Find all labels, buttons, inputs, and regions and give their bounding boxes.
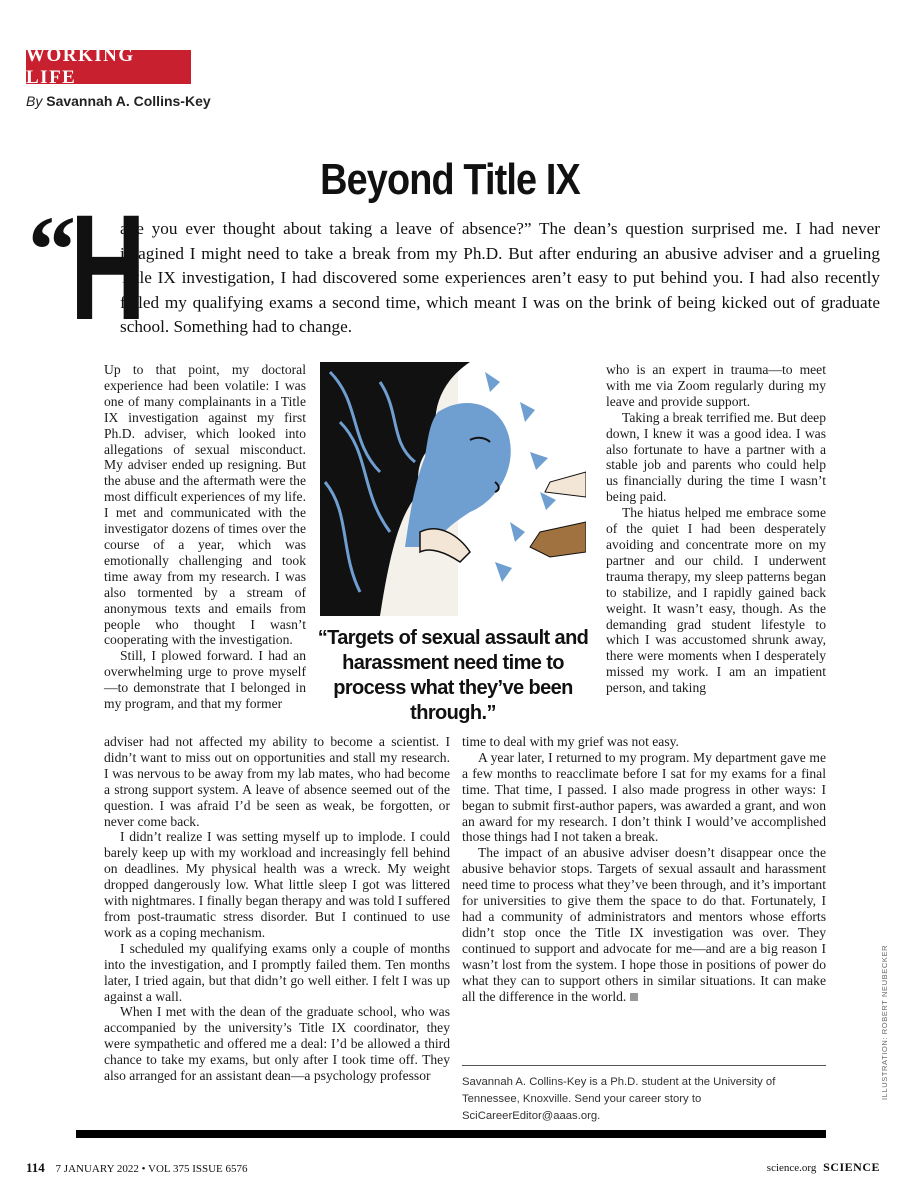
illustration-credit: ILLUSTRATION: ROBERT NEUBECKER xyxy=(880,944,889,1100)
magazine-name: SCIENCE xyxy=(823,1160,880,1174)
paragraph: time to deal with my grief was not easy. xyxy=(462,734,679,749)
body-column-left-top xyxy=(104,362,306,712)
bio-divider xyxy=(462,1065,826,1066)
section-tag: WORKING LIFE xyxy=(26,50,191,84)
issue-info: 7 JANUARY 2022 • VOL 375 ISSUE 6576 xyxy=(55,1163,248,1175)
paragraph: Still, I plowed forward. I had an overwhelming urge to prove myself—to demonstrate that I belonged in my program, and that my former xyxy=(104,648,306,712)
end-mark-icon xyxy=(630,993,638,1001)
paragraph: Taking a break terrified me. But deep down, I knew it was a good idea. I was also fortunate to have a partner with a stable job and parents who could help us financially during the time I wasn’t being paid. xyxy=(606,409,826,505)
paragraph: adviser had not affected my ability to become a scientist. I didn’t want to miss out on opportunities and stall my research. I was nervous to be away from my lab mates, who had become a strong support system. A leave of absence seemed out of the question. I was afraid I’d be seen as weak, be forgotten, or never come back. xyxy=(104,734,450,829)
body-column-left-bottom xyxy=(104,734,450,1084)
paragraph: Up to that point, my doctoral experience had been volatile: I was one of many complainants in a Title IX investigation against my first Ph.D. adviser, which looked into allegations of sexual misconduct. My adviser ended up resigning. But the abuse and the aftermath were the most difficult experiences of my life. I met and communicated with the investigator dozens of times over the course of a year, which was emotionally challenging and took time away from my research. I was also tormented by a stream of anonymous texts and emails from people who thought I wasn’t cooperating with the investigation. xyxy=(104,362,306,648)
footer-right xyxy=(700,1160,880,1175)
byline xyxy=(26,93,211,109)
paragraph-text: The impact of an abusive adviser doesn’t disappear once the abusive behavior stops. Targets of sexual assault and harassment need time to process what they’ve been through, and it’s important for universities to give them the space to do that. Fortunately, I had a community of administrators and mentors whose efforts didn’t stop once the Title IX investigation was over. They continued to support and advocate for me—and are a big reason I wasn’t lost from the system. I hope those in positions of power do what they can to support others in similar situations. It can make all the difference in the world. xyxy=(462,845,826,1004)
headline: Beyond Title IX xyxy=(320,155,580,204)
body-column-right-top xyxy=(606,362,826,696)
body-column-right-bottom xyxy=(462,734,826,1004)
paragraph: I didn’t realize I was setting myself up to implode. I could barely keep up with my workload and increasingly fell behind on deadlines. My physical health was a wreck. My weight dropped dangerously low. What little sleep I got was littered with nightmares. I finally began therapy and was told I suffered from post-traumatic stress disorder. But I continued to use work as a coping mechanism. xyxy=(104,829,450,940)
illustration xyxy=(320,362,586,616)
paragraph: When I met with the dean of the graduate school, who was accompanied by the university’s Title IX coordinator, they were sympathetic and offered me a deal: I’d be allowed a third chance to take my exams, but only after I took time off. They also arranged for an assistant dean—a psychology professor xyxy=(104,1004,450,1084)
byline-author: Savannah A. Collins-Key xyxy=(46,93,211,109)
lede-quote-mark: “ xyxy=(28,196,76,303)
pull-quote: “Targets of sexual assault and harassment need time to process what they’ve been through.” xyxy=(317,627,589,724)
footer-left xyxy=(26,1160,248,1176)
paragraph: A year later, I returned to my program. My department gave me a few months to reacclimate before I sat for my exams for a final time. That time, I passed. I also made progress in other ways: I began to submit first-author papers, was awarded a grant, and won an award for my research. I don’t think I would’ve accomplished those things had I not taken a break. xyxy=(462,749,826,845)
page-number: 114 xyxy=(26,1160,45,1175)
paragraph: who is an expert in trauma—to meet with me via Zoom regularly during my leave and provide support. xyxy=(606,362,826,409)
author-bio: Savannah A. Collins-Key is a Ph.D. student at the University of Tennessee, Knoxville. Send your career story to SciCareerEditor@aaas.org. xyxy=(462,1076,776,1122)
lede-dropcap: H xyxy=(70,183,146,351)
paragraph xyxy=(462,845,826,1004)
paragraph: I scheduled my qualifying exams only a couple of months into the investigation, and I promptly failed them. Ten months later, I tried again, but that didn’t go well either. I felt I was up against a wall. xyxy=(104,940,450,1004)
site-url: science.org xyxy=(766,1162,817,1174)
paragraph: The hiatus helped me embrace some of the quiet I had been desperately avoiding and concentrate more on my partner and our child. I underwent trauma therapy, my sleep patterns began to stabilize, and I rapidly gained back weight. It wasn’t easy, though. As the demanding grad student lifestyle to which I was accustomed shrunk away, there were moments when I desperately missed my work. I am an impatient person, and taking xyxy=(606,505,826,696)
footer-rule xyxy=(76,1130,826,1138)
byline-prefix: By xyxy=(26,93,43,109)
lede-paragraph: ave you ever thought about taking a leave of absence?” The dean’s question surprised me. I had never imagined I might need to take a break from my Ph.D. But after enduring an abusive adviser and a grueling Title IX investigation, I had discovered some experiences aren’t easy to put behind you. I had also recently failed my qualifying exams a second time, which meant I was on the brink of being kicked out of graduate school. Something had to change. xyxy=(120,219,880,336)
